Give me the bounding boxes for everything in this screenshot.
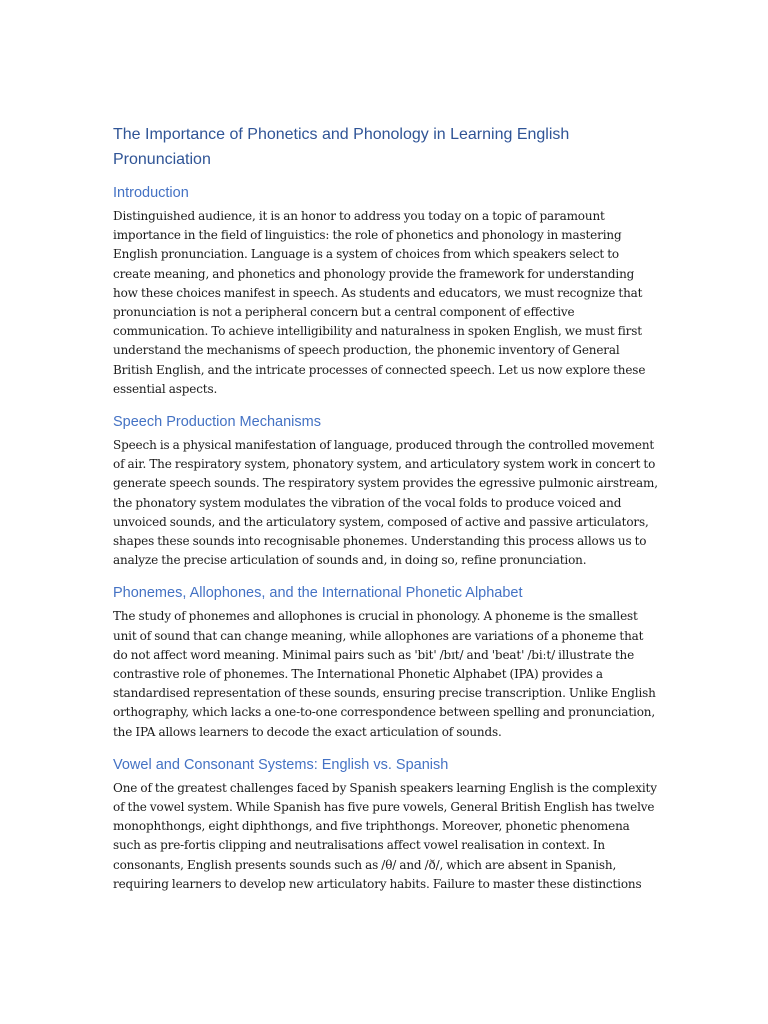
section-body-speech-production: Speech is a physical manifestation of language, produced through the controlled movement of air. The respiratory system, phonatory system, and articulatory system work in concert to generate speech sounds. The respiratory system provides the egressive pulmonic airstream, the phonatory system modulates the vibration of the vocal folds to produce voiced and unvoiced sounds, and the articulatory system, composed of active and passive articulators, shapes these sounds into recognisable phonemes. Understanding this process allows us to analyze the precise articulation of sounds and, in doing so, refine pronunciation. [113,438,658,568]
section-body-phonemes: The study of phonemes and allophones is crucial in phonology. A phoneme is the smallest unit of sound that can change meaning, while allophones are variations of a phoneme that do not affect word meaning. Minimal pairs such as 'bit' /bɪt/ and 'beat' /biːt/ illustrate the contrastive role of phonemes. The International Phonetic Alphabet (IPA) provides a standardised representation of these sounds, ensuring precise transcription. Unlike English orthography, which lacks a one-to-one correspondence between spelling and pronunciation, the IPA allows learners to decode the exact articulation of sounds. [113,609,656,739]
document-page [113,122,658,907]
section-body-introduction: Distinguished audience, it is an honor to address you today on a topic of paramount importance in the field of linguistics: the role of phonetics and phonology in mastering English pronunciation. Language is a system of choices from which speakers select to create meaning, and phonetics and phonology provide the framework for understanding how these choices manifest in speech. As students and educators, we must recognize that pronunciation is not a peripheral concern but a central component of effective communication. To achieve intelligibility and naturalness in spoken English, we must first understand the mechanisms of speech production, the phonemic inventory of General British English, and the intricate processes of connected speech. Let us now explore these essential aspects. [113,209,646,396]
section-body-vowel-consonant: One of the greatest challenges faced by Spanish speakers learning English is the complexity of the vowel system. While Spanish has five pure vowels, General British English has twelve monophthongs, eight diphthongs, and five triphthongs. Moreover, phonetic phenomena such as pre-fortis clipping and neutralisations affect vowel realisation in context. In consonants, English presents sounds such as /θ/ and /ð/, which are absent in Spanish, requiring learners to develop new articulatory habits. Failure to master these distinctions [113,780,657,891]
section-heading-introduction: Introduction [113,185,189,201]
section-heading-phonemes: Phonemes, Allophones, and the International Phonetic Alphabet [113,585,523,602]
document-title: The Importance of Phonetics and Phonology in Learning English Pronunciation [113,126,570,168]
section-heading-speech-production: Speech Production Mechanisms [113,414,321,431]
section-heading-vowel-consonant: Vowel and Consonant Systems: English vs. Spanish [113,756,449,773]
